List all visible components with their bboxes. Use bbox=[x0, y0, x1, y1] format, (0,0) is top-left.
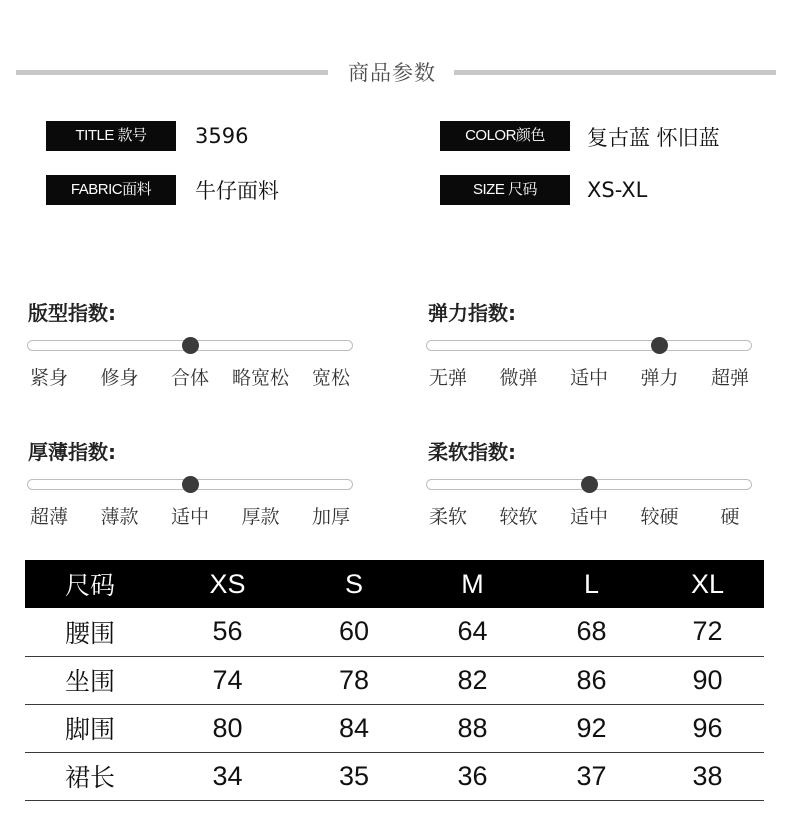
size-table bbox=[25, 560, 764, 801]
header-divider-left bbox=[16, 70, 328, 75]
table-cell: 56 bbox=[160, 608, 295, 656]
measure-label: 脚围 bbox=[25, 704, 160, 752]
table-row bbox=[25, 608, 764, 656]
size-table-header: M bbox=[413, 560, 532, 608]
softness-option: 柔软 bbox=[428, 506, 468, 528]
elasticity-index-slider bbox=[426, 340, 752, 351]
table-cell: 34 bbox=[160, 752, 295, 800]
measure-label: 腰围 bbox=[25, 608, 160, 656]
thickness-index-slider bbox=[27, 479, 353, 490]
elasticity-option: 弹力 bbox=[640, 367, 679, 389]
size-table-header: S bbox=[295, 560, 413, 608]
fit-index-knob bbox=[182, 337, 199, 354]
table-cell: 60 bbox=[295, 608, 413, 656]
elasticity-option: 超弹 bbox=[710, 367, 750, 389]
fit-option: 宽松 bbox=[311, 367, 351, 389]
table-cell: 88 bbox=[413, 704, 532, 752]
thickness-index-options bbox=[27, 502, 353, 528]
size-table-header-row bbox=[25, 560, 764, 608]
thickness-index-title: 厚薄指数: bbox=[28, 440, 116, 464]
size-table-header: L bbox=[532, 560, 651, 608]
measure-label: 裙长 bbox=[25, 752, 160, 800]
softness-index-slider bbox=[426, 479, 752, 490]
table-cell: 78 bbox=[295, 656, 413, 704]
table-cell: 36 bbox=[413, 752, 532, 800]
table-row bbox=[25, 752, 764, 800]
elasticity-option: 适中 bbox=[569, 367, 609, 389]
thickness-option: 薄款 bbox=[100, 506, 139, 528]
table-cell: 68 bbox=[532, 608, 651, 656]
table-cell: 74 bbox=[160, 656, 295, 704]
fit-index-title: 版型指数: bbox=[28, 301, 116, 325]
table-cell: 64 bbox=[413, 608, 532, 656]
table-cell: 92 bbox=[532, 704, 651, 752]
softness-index-options bbox=[426, 502, 752, 528]
size-table-header: XS bbox=[160, 560, 295, 608]
thickness-option: 加厚 bbox=[311, 506, 351, 528]
softness-option: 较软 bbox=[499, 506, 538, 528]
title-value: 3596 bbox=[195, 124, 249, 148]
table-cell: 72 bbox=[651, 608, 764, 656]
elasticity-option: 微弹 bbox=[499, 367, 538, 389]
size-table-header: XL bbox=[651, 560, 764, 608]
section-title: 商品参数 bbox=[348, 61, 436, 85]
size-tag: SIZE 尺码 bbox=[440, 175, 570, 205]
table-cell: 96 bbox=[651, 704, 764, 752]
thickness-option: 适中 bbox=[170, 506, 210, 528]
thickness-index-knob bbox=[182, 476, 199, 493]
elasticity-index-options bbox=[426, 363, 752, 389]
fit-option: 略宽松 bbox=[231, 367, 290, 389]
table-cell: 86 bbox=[532, 656, 651, 704]
elasticity-index-knob bbox=[651, 337, 668, 354]
softness-index-knob bbox=[581, 476, 598, 493]
fabric-value: 牛仔面料 bbox=[195, 179, 279, 203]
size-table-header: 尺码 bbox=[25, 560, 160, 608]
softness-option: 硬 bbox=[720, 506, 740, 528]
fabric-tag: FABRIC面料 bbox=[46, 175, 176, 205]
fit-option: 紧身 bbox=[29, 367, 69, 389]
elasticity-index-title: 弹力指数: bbox=[428, 301, 516, 325]
softness-index-title: 柔软指数: bbox=[428, 440, 516, 464]
table-cell: 80 bbox=[160, 704, 295, 752]
table-cell: 82 bbox=[413, 656, 532, 704]
thickness-option: 厚款 bbox=[241, 506, 280, 528]
fit-option: 修身 bbox=[100, 367, 139, 389]
table-cell: 35 bbox=[295, 752, 413, 800]
header-divider-right bbox=[454, 70, 776, 75]
table-row bbox=[25, 656, 764, 704]
table-cell: 38 bbox=[651, 752, 764, 800]
softness-option: 较硬 bbox=[640, 506, 679, 528]
fit-index-options bbox=[27, 363, 353, 389]
fit-index-slider bbox=[27, 340, 353, 351]
measure-label: 坐围 bbox=[25, 656, 160, 704]
table-cell: 90 bbox=[651, 656, 764, 704]
table-row bbox=[25, 704, 764, 752]
title-tag: TITLE 款号 bbox=[46, 121, 176, 151]
color-tag: COLOR颜色 bbox=[440, 121, 570, 151]
fit-option: 合体 bbox=[170, 367, 210, 389]
size-value: XS-XL bbox=[587, 178, 648, 202]
thickness-option: 超薄 bbox=[29, 506, 69, 528]
color-value: 复古蓝 怀旧蓝 bbox=[587, 126, 720, 150]
softness-option: 适中 bbox=[569, 506, 609, 528]
table-cell: 84 bbox=[295, 704, 413, 752]
table-cell: 37 bbox=[532, 752, 651, 800]
elasticity-option: 无弹 bbox=[428, 367, 468, 389]
